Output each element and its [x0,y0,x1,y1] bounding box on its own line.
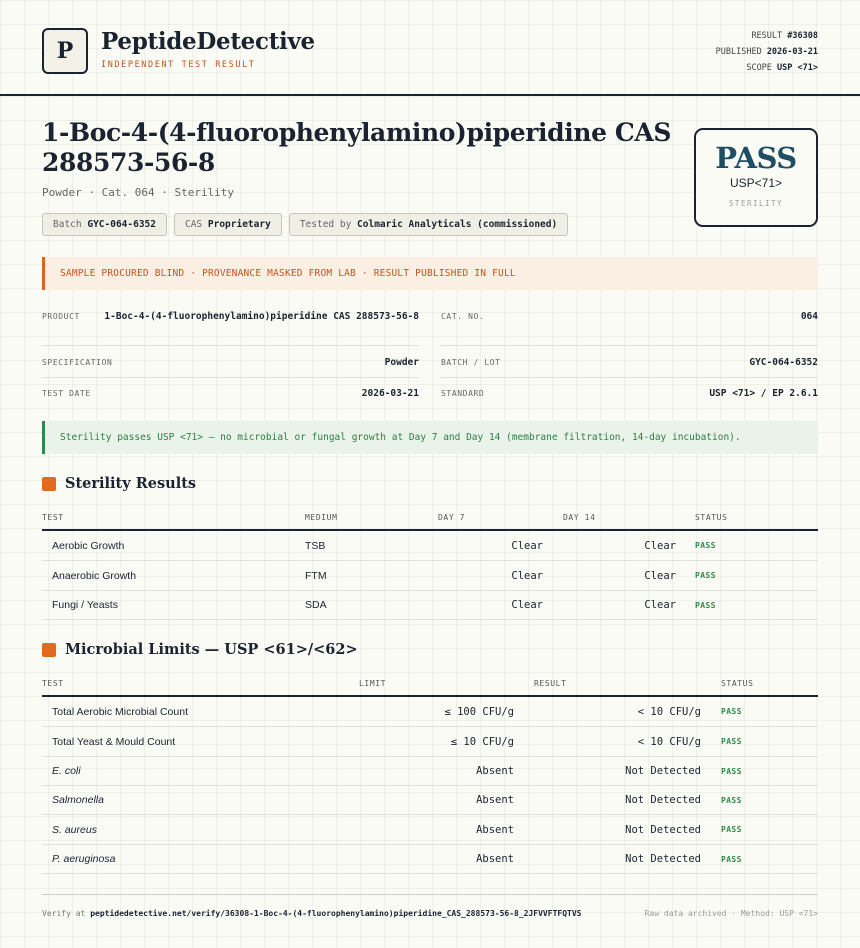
info-value: 2026-03-21 [361,388,419,399]
test-name: Salmonella [52,794,104,806]
table-row [42,591,818,620]
medium: SDA [305,599,327,611]
cas-chip [174,213,282,236]
col-test: TEST [42,679,64,688]
info-label: STANDARD [441,389,485,398]
table-row [42,845,818,874]
table-row [42,786,818,815]
report-header [0,0,860,96]
section-marker-icon [42,477,56,491]
test-name: Total Yeast & Mould Count [52,735,176,748]
status-badge: PASS [721,707,742,716]
test-name: Fungi / Yeasts [52,599,118,611]
summary-banner: Sterility passes USP <71> — no microbial or fungal growth at Day 7 and Day 14 (membrane filtration, 14-day incubation). [42,421,818,454]
section-marker-icon [42,643,56,657]
brand-name[interactable]: PeptideDetective [101,28,315,55]
col-limit: LIMIT [359,679,387,688]
status-badge: PASS [695,600,716,610]
result: Not Detected [625,823,701,836]
scope-label: SCOPE [746,63,772,73]
col-day7: DAY 7 [438,513,466,522]
info-label: BATCH / LOT [441,358,501,367]
published-date: 2026-03-21 [766,47,818,57]
day7-result: Clear [511,569,543,582]
verdict-card [694,128,818,227]
info-row-date [42,378,419,408]
table-row [42,815,818,845]
limit: Absent [476,853,514,865]
microbial-heading [42,641,358,658]
result: Not Detected [625,765,701,777]
product-subtitle: Powder · Cat. 064 · Sterility [42,186,235,199]
limit: ≤ 10 CFU/g [450,735,514,748]
chip-label: CAS [184,219,203,230]
test-name: Total Aerobic Microbial Count [52,705,188,718]
chip-value: GYC-064-6352 [87,219,156,230]
footer-divider [42,894,818,895]
chip-value: Proprietary [207,219,271,230]
microbial-table [42,675,818,874]
verdict-word: PASS [715,141,797,175]
result-id-label: RESULT [751,31,783,41]
status-badge: PASS [695,541,716,550]
day7-result: Clear [511,599,543,611]
day14-result: Clear [644,569,676,582]
test-name: Aerobic Growth [52,539,125,552]
day14-result: Clear [644,599,676,611]
scope-value: USP <71> [777,63,818,73]
status-badge: PASS [721,737,742,746]
day7-result: Clear [511,539,543,552]
status-badge: PASS [721,854,742,864]
table-row [42,697,818,727]
section-title: Microbial Limits — USP <61>/<62> [65,641,358,658]
test-name: S. aureus [52,823,97,836]
published-label: PUBLISHED [715,47,762,57]
info-label: PRODUCT [42,312,80,321]
limit: Absent [476,823,514,836]
verify-line [42,909,581,918]
table-row [42,531,818,561]
status-badge: PASS [721,766,742,776]
verdict-category: STERILITY [728,199,784,208]
info-row-standard [441,378,818,408]
product-chips [42,213,568,236]
info-label: TEST DATE [42,389,91,398]
col-result: RESULT [534,679,567,688]
info-row-batch [441,346,818,378]
result: Not Detected [625,853,701,865]
result: < 10 CFU/g [637,705,701,718]
info-row-catno [441,304,818,346]
col-medium: MEDIUM [305,513,338,522]
info-row-product [42,304,419,346]
logo-letter: P [56,38,74,64]
limit: ≤ 100 CFU/g [444,705,514,718]
day14-result: Clear [644,539,676,552]
test-name: E. coli [52,765,81,777]
brand-tagline: INDEPENDENT TEST RESULT [101,60,256,70]
medium: FTM [305,569,327,582]
info-row-spec [42,346,419,378]
verify-link[interactable]: peptidedetective.net/verify/36308-1-Boc-4-(4-fluorophenylamino)piperidine_CAS_288573-56-8_2JFVVFTFQTVS [90,909,582,918]
limit: Absent [476,765,514,777]
chip-label: Tested by [299,219,352,230]
test-name: Anaerobic Growth [52,569,137,582]
table-header [42,675,818,697]
chip-label: Batch [53,219,82,230]
info-label: SPECIFICATION [42,358,113,367]
result: < 10 CFU/g [637,735,701,748]
medium: TSB [305,539,326,552]
limit: Absent [476,794,514,806]
table-row [42,727,818,757]
col-status: STATUS [721,679,754,688]
verdict-standard: USP<71> [729,176,783,190]
col-test: TEST [42,513,64,522]
verify-label: Verify at [42,909,86,918]
result-meta [716,28,818,76]
result-id: #36308 [787,31,818,41]
info-value: 064 [800,311,818,322]
table-row [42,561,818,591]
status-badge: PASS [695,571,716,580]
table-header [42,509,818,531]
test-name: P. aeruginosa [52,853,116,865]
status-badge: PASS [721,825,742,834]
sterility-table [42,509,818,620]
product-title: 1-Boc-4-(4-fluorophenylamino)piperidine CAS 288573-56-8 [42,118,672,177]
status-badge: PASS [721,795,742,805]
info-value: 1-Boc-4-(4-fluorophenylamino)piperidine CAS 288573-56-8 [104,311,419,322]
col-day14: DAY 14 [563,513,596,522]
blind-sample-notice: SAMPLE PROCURED BLIND · PROVENANCE MASKED FROM LAB · RESULT PUBLISHED IN FULL [42,257,818,290]
lab-chip [289,213,568,236]
info-value: Powder [384,357,419,368]
col-status: STATUS [695,513,728,522]
archive-note: Raw data archived · Method: USP <71> [644,909,818,918]
info-value: GYC-064-6352 [749,357,818,368]
chip-value: Colmaric Analyticals (commissioned) [357,219,558,230]
sterility-heading [42,475,196,492]
result: Not Detected [625,794,701,806]
batch-chip [42,213,167,236]
brand-logo[interactable] [42,28,88,74]
section-title: Sterility Results [65,475,197,492]
info-label: CAT. NO. [441,312,485,321]
info-value: USP <71> / EP 2.6.1 [709,388,818,399]
table-row [42,757,818,786]
